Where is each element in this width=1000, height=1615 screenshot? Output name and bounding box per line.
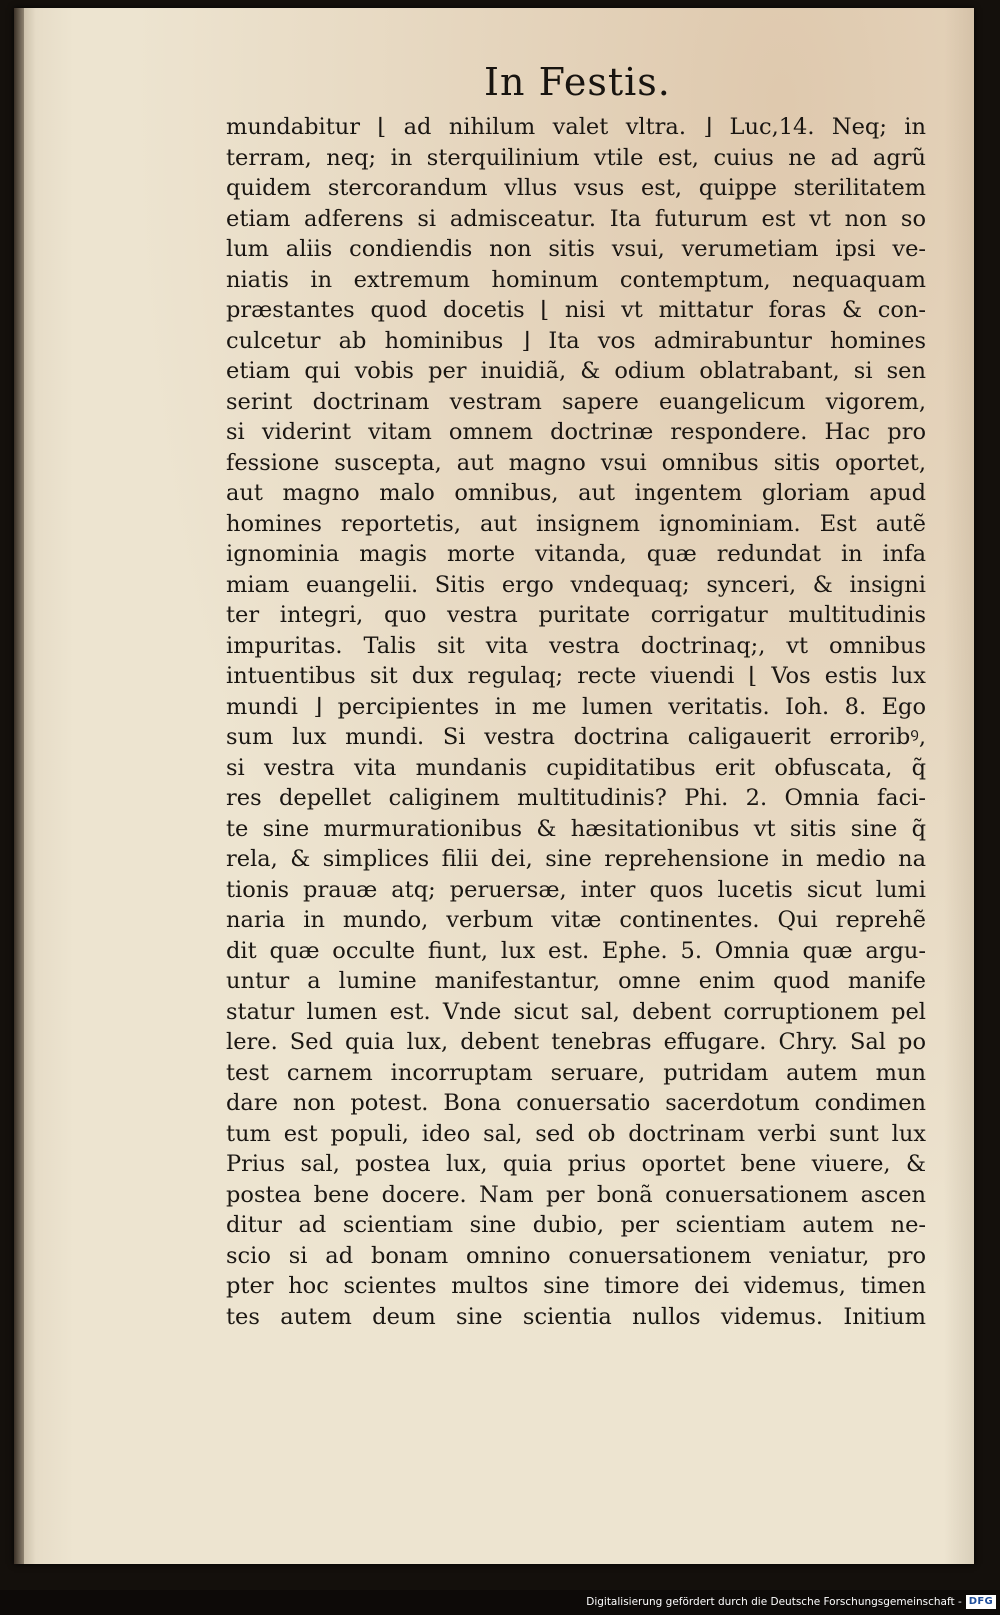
text-line: res depellet caliginem multitudinis? Phi. 2. Omnia faci- <box>226 785 926 811</box>
text-line: niatis in extremum hominum contemptum, nequaquam <box>226 266 926 293</box>
text-line: fessione suscepta, aut magno vsui omnibus sitis oportet, <box>226 449 926 476</box>
text-line: etiam adferens si admisceatur. Ita futurum est vt non so <box>226 205 926 232</box>
digitization-footer <box>586 1592 996 1612</box>
text-line: intuentibus sit dux regulaq; recte viuendi ⌊ Vos estis lux <box>226 663 926 689</box>
text-line: terram, neq; in sterquilinium vtile est, cuius ne ad agrũ <box>226 144 926 171</box>
text-line: te sine murmurationibus & hæsitationibus vt sitis sine q̃ <box>226 815 926 842</box>
text-line: test carnem incorruptam seruare, putridam autem mun <box>226 1059 926 1086</box>
text-line: lere. Sed quia lux, debent tenebras effugare. Chry. Sal po <box>226 1029 926 1055</box>
text-line: si viderint vitam omnem doctrinæ respondere. Hac pro <box>226 419 926 445</box>
text-line: pter hoc scientes multos sine timore dei videmus, timen <box>226 1273 926 1299</box>
text-line: untur a lumine manifestantur, omne enim quod manife <box>226 968 926 994</box>
text-line: statur lumen est. Vnde sicut sal, debent corruptionem pel <box>226 998 926 1025</box>
text-block <box>226 112 926 1332</box>
text-line: naria in mundo, verbum vitæ continentes. Qui reprehẽ <box>226 907 926 933</box>
text-line: quidem stercorandum vllus vsus est, quippe sterilitatem <box>226 175 926 201</box>
text-line: tes autem deum sine scientia nullos videmus. Initium <box>226 1303 926 1330</box>
text-line: rela, & simplices filii dei, sine reprehensione in medio na <box>226 846 926 872</box>
text-line: ignominia magis morte vitanda, quæ redundat in infa <box>226 541 926 567</box>
text-line: etiam qui vobis per inuidiã, & odium oblatrabant, si sen <box>226 358 926 384</box>
text-line: tum est populi, ideo sal, sed ob doctrinam verbi sunt lux <box>226 1120 926 1147</box>
page-spine-shadow <box>14 8 24 1564</box>
text-line: mundabitur ⌊ ad nihilum valet vltra. ⌋ Luc,14. Neq; in <box>226 114 926 140</box>
text-line: dare non potest. Bona conuersatio sacerdotum condimen <box>226 1090 926 1116</box>
text-line: mundi ⌋ percipientes in me lumen veritatis. Ioh. 8. Ego <box>226 693 926 720</box>
text-line: tionis prauæ atq; peruersæ, inter quos lucetis sicut lumi <box>226 876 926 903</box>
text-line: aut magno malo omnibus, aut ingentem gloriam apud <box>226 480 926 506</box>
dfg-logo: DFG <box>966 1595 996 1609</box>
text-line: ditur ad scientiam sine dubio, per scientiam autem ne- <box>226 1212 926 1238</box>
text-line: postea bene docere. Nam per bonã conuersationem ascen <box>226 1181 926 1208</box>
text-line: impuritas. Talis sit vita vestra doctrinaq;, vt omnibus <box>226 632 926 659</box>
text-line: si vestra vita mundanis cupiditatibus erit obfuscata, q̃ <box>226 754 926 781</box>
running-head: In Festis. <box>484 60 671 104</box>
book-page <box>14 8 974 1564</box>
text-line: dit quæ occulte fiunt, lux est. Ephe. 5. Omnia quæ argu- <box>226 937 926 964</box>
text-line: culcetur ab hominibus ⌋ Ita vos admirabuntur homines <box>226 327 926 354</box>
digitization-credit: Digitalisierung gefördert durch die Deutsche Forschungsgemeinschaft - <box>586 1596 962 1608</box>
text-line: ter integri, quo vestra puritate corrigatur multitudinis <box>226 602 926 628</box>
text-line: serint doctrinam vestram sapere euangelicum vigorem, <box>226 388 926 415</box>
text-line: lum aliis condiendis non sitis vsui, verumetiam ipsi ve- <box>226 236 926 262</box>
text-line: Prius sal, postea lux, quia prius oportet bene viuere, & <box>226 1151 926 1177</box>
text-line: præstantes quod docetis ⌊ nisi vt mittatur foras & con- <box>226 297 926 323</box>
text-line: scio si ad bonam omnino conuersationem veniatur, pro <box>226 1242 926 1269</box>
text-line: homines reportetis, aut insignem ignominiam. Est autẽ <box>226 510 926 537</box>
text-line: miam euangelii. Sitis ergo vndequaq; synceri, & insigni <box>226 571 926 598</box>
text-line: sum lux mundi. Si vestra doctrina caligauerit erroribꝰ, <box>226 724 926 750</box>
